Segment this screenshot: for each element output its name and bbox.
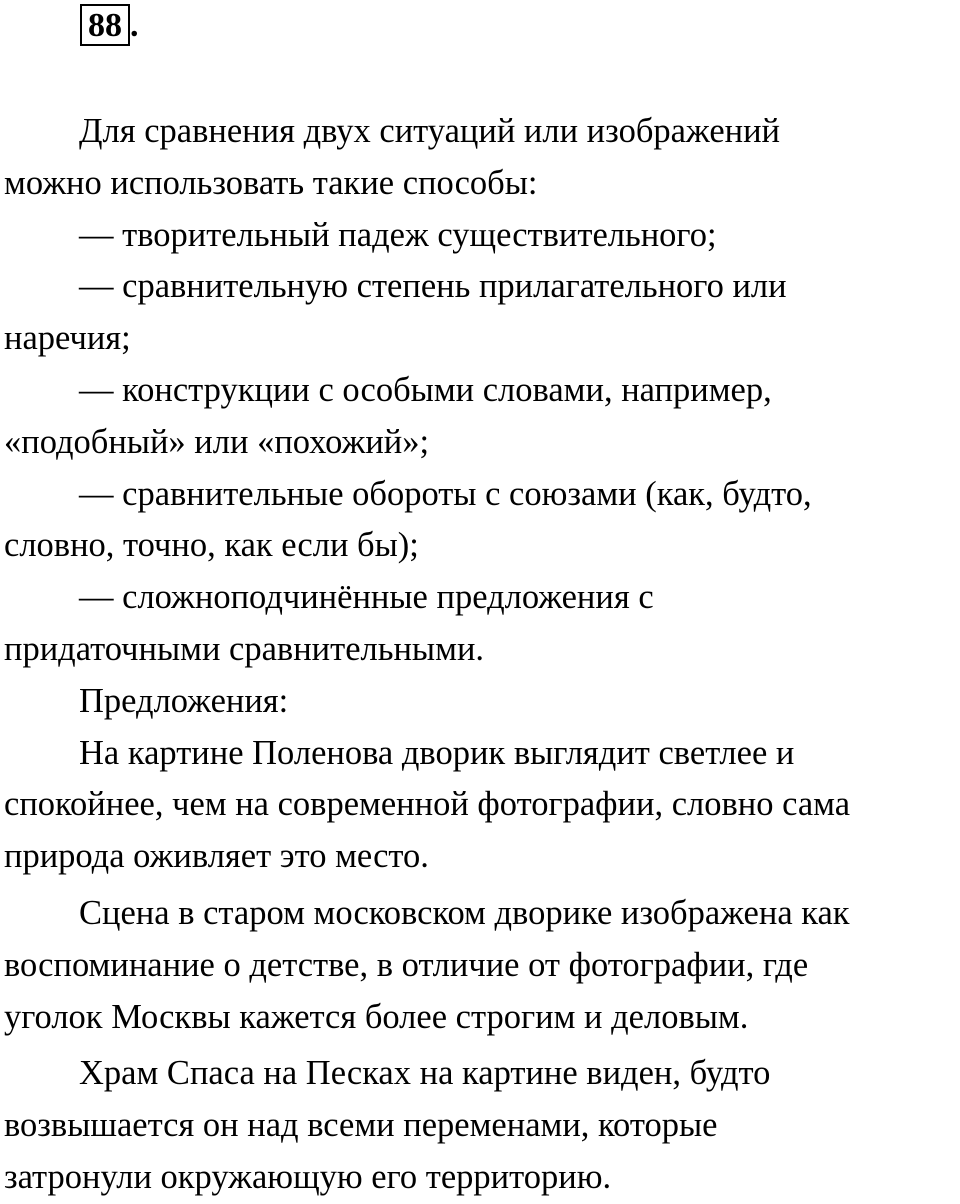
- text-line-18: уголок Москвы кажется более строгим и деловым.: [4, 997, 749, 1036]
- text-line-3: — творительный падеж существительного;: [79, 215, 717, 254]
- text-line-13: На картине Поленова дворик выглядит светлее и: [79, 733, 795, 772]
- text-line-4: — сравнительную степень прилагательного или: [79, 267, 787, 306]
- text-line-5: наречия;: [4, 319, 131, 358]
- text-line-19: Храм Спаса на Песках на картине виден, будто: [79, 1054, 771, 1093]
- text-line-1: Для сравнения двух ситуаций или изображений: [79, 112, 781, 150]
- text-line-2: можно использовать такие способы:: [4, 163, 538, 202]
- answer-text: [4, 106, 958, 1204]
- text-line-20: возвышается он над всеми переменами, которые: [4, 1106, 718, 1145]
- text-line-11: придаточными сравнительными.: [4, 629, 485, 668]
- text-line-6: — конструкции с особыми словами, например,: [79, 370, 772, 409]
- text-line-16: Сцена в старом московском дворике изображена как: [79, 893, 850, 932]
- task-number-box: 88: [80, 4, 130, 46]
- text-line-10: — сложноподчинённые предложения с: [79, 578, 654, 617]
- text-line-12: Предложения:: [79, 681, 289, 720]
- text-line-17: воспоминание о детстве, в отличие от фотографии, где: [4, 945, 809, 984]
- text-line-7: «подобный» или «похожий»;: [4, 422, 430, 461]
- task-number: [80, 4, 139, 46]
- text-line-9: словно, точно, как если бы);: [4, 526, 419, 565]
- text-line-15: природа оживляет это место.: [4, 837, 429, 876]
- text-line-14: спокойнее, чем на современной фотографии, словно сама: [4, 785, 851, 824]
- task-number-dot: .: [130, 7, 139, 44]
- text-line-8: — сравнительные обороты с союзами (как, будто,: [79, 474, 812, 513]
- text-line-21: затронули окружающую его территорию.: [4, 1157, 612, 1196]
